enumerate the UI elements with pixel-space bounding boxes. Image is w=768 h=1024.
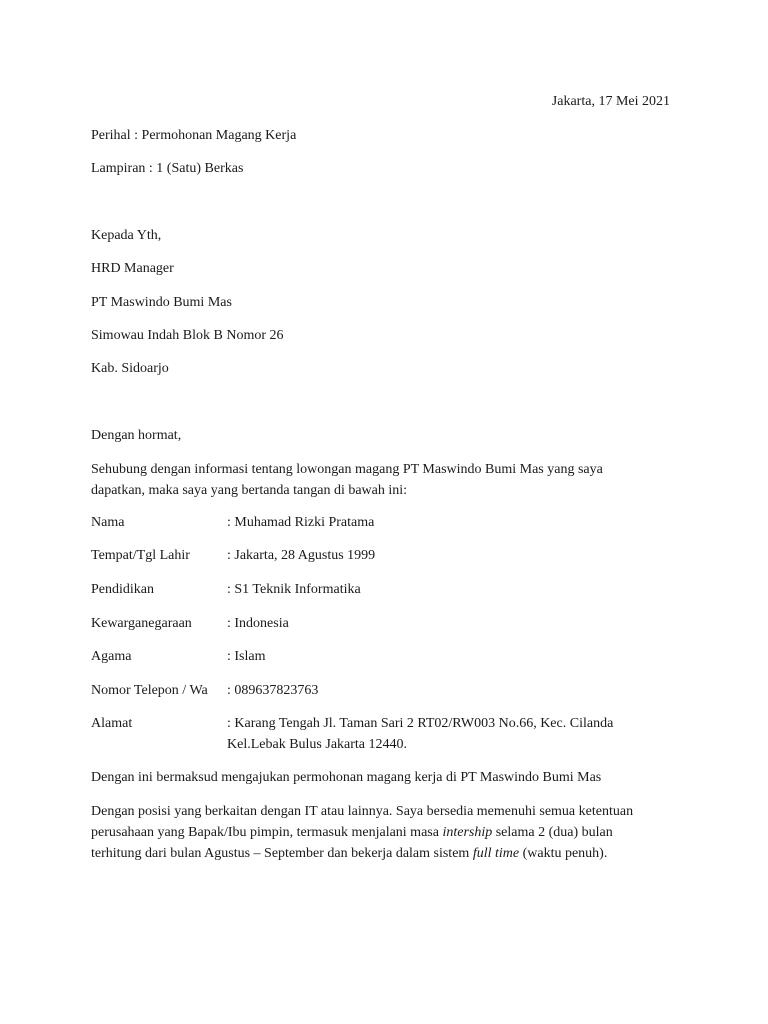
detail-value: : Jakarta, 28 Agustus 1999: [227, 548, 376, 563]
detail-label: Alamat: [91, 716, 133, 731]
detail-value: : Muhamad Rizki Pratama: [227, 515, 375, 530]
detail-value: : 089637823763: [227, 683, 319, 698]
letter-attachment: Lampiran : 1 (Satu) Berkas: [91, 161, 244, 176]
recipient-address-line2: Kab. Sidoarjo: [91, 361, 169, 376]
italic-term: intership: [442, 825, 493, 840]
salutation: Dengan hormat,: [91, 428, 182, 443]
detail-value: : S1 Teknik Informatika: [227, 582, 361, 597]
detail-value: : Indonesia: [227, 616, 289, 631]
letter-subject: Perihal : Permohonan Magang Kerja: [91, 128, 297, 143]
body-line: terhitung dari bulan Agustus – September dan bekerja dalam sistem full time (waktu penuh).: [91, 846, 608, 861]
detail-label: Tempat/Tgl Lahir: [91, 548, 190, 563]
body-line: perusahaan yang Bapak/Ibu pimpin, termasuk menjalani masa intership selama 2 (dua) bulan: [91, 825, 613, 840]
detail-value: : Karang Tengah Jl. Taman Sari 2 RT02/RW003 No.66, Kec. Cilanda: [227, 716, 614, 731]
intro-line: Sehubung dengan informasi tentang lowongan magang PT Maswindo Bumi Mas yang saya: [91, 462, 603, 477]
intro-paragraph: [91, 459, 691, 501]
detail-label: Kewarganegaraan: [91, 616, 192, 631]
detail-label: Pendidikan: [91, 582, 154, 597]
intro-line: dapatkan, maka saya yang bertanda tangan di bawah ini:: [91, 483, 408, 498]
recipient-address-line1: Simowau Indah Blok B Nomor 26: [91, 328, 284, 343]
letter-date: Jakarta, 17 Mei 2021: [551, 94, 670, 109]
recipient-title: HRD Manager: [91, 261, 174, 276]
recipient-greeting: Kepada Yth,: [91, 228, 162, 243]
detail-label: Nama: [91, 515, 125, 530]
body-line: Dengan posisi yang berkaitan dengan IT atau lainnya. Saya bersedia memenuhi semua ketentuan: [91, 804, 634, 819]
detail-value-continued: Kel.Lebak Bulus Jakarta 12440.: [227, 737, 408, 752]
detail-label: Agama: [91, 649, 132, 664]
detail-label: Nomor Telepon / Wa: [91, 683, 208, 698]
body-paragraph: [91, 801, 691, 864]
detail-value: : Islam: [227, 649, 266, 664]
italic-term: full time: [472, 846, 520, 861]
purpose-statement: Dengan ini bermaksud mengajukan permohonan magang kerja di PT Maswindo Bumi Mas: [91, 770, 602, 785]
recipient-company: PT Maswindo Bumi Mas: [91, 295, 232, 310]
